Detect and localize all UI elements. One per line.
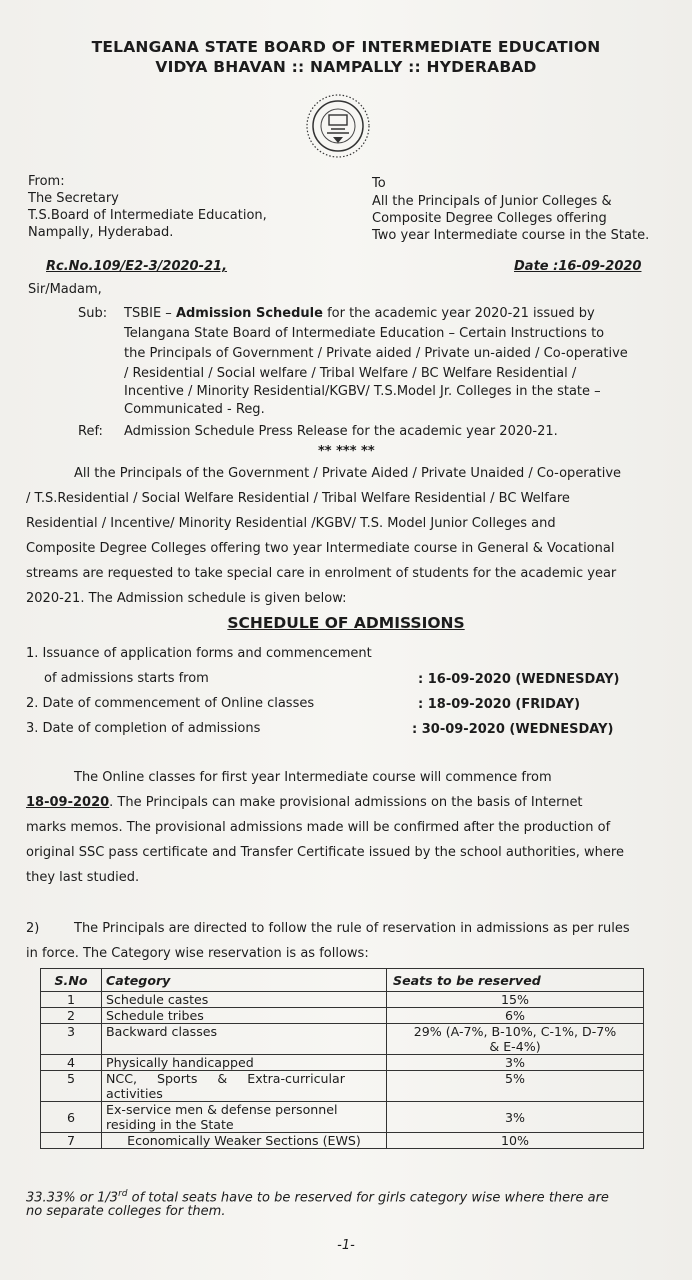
row-category: Ex-service men & defense personnel residing in the State (102, 1102, 387, 1133)
ref-label: Ref: (78, 424, 103, 439)
schedule-item-value: : 16-09-2020 (WEDNESDAY) (418, 672, 620, 687)
table-row (41, 1133, 644, 1149)
table-header-row (41, 969, 644, 992)
to-label: To (372, 176, 386, 191)
from-line: Nampally, Hyderabad. (28, 225, 174, 240)
online-class-date: 18-09-2020 (26, 795, 110, 810)
para1-line: Residential / Incentive/ Minority Residential /KGBV/ T.S. Model Junior Colleges and (26, 516, 556, 531)
row-seats: 29% (A-7%, B-10%, C-1%, D-7% & E-4%) (387, 1024, 644, 1055)
table-row (41, 1024, 644, 1055)
row-seats: 3% (387, 1055, 644, 1071)
table-row (41, 992, 644, 1008)
para3-line: in force. The Category wise reservation is as follows: (26, 946, 369, 961)
table-row (41, 1055, 644, 1071)
schedule-title: SCHEDULE OF ADMISSIONS (227, 614, 465, 632)
from-line: The Secretary (28, 191, 119, 206)
to-line: Composite Degree Colleges offering (372, 211, 607, 226)
row-seats: 5% (387, 1071, 644, 1102)
schedule-item-label: 2. Date of commencement of Online classes (26, 696, 315, 711)
row-category: Backward classes (102, 1024, 387, 1055)
schedule-item-label: 3. Date of completion of admissions (26, 721, 261, 736)
row-seats: 10% (387, 1133, 644, 1149)
schedule-item-value: : 18-09-2020 (FRIDAY) (418, 697, 581, 712)
reference-number: Rc.No.109/E2-3/2020-21, (46, 259, 228, 274)
para2-line: original SSC pass certificate and Transfer Certificate issued by the school authorities, where (26, 845, 624, 860)
board-title: TELANGANA STATE BOARD OF INTERMEDIATE EDUCATION (91, 38, 601, 56)
to-line: Two year Intermediate course in the State. (372, 228, 650, 243)
board-seal-emblem-icon (305, 93, 371, 159)
table-row (41, 1008, 644, 1024)
para1-line: streams are requested to take special care in enrolment of students for the academic year (26, 566, 617, 581)
page-number: -1- (337, 1238, 355, 1253)
header-sno: S.No (41, 969, 102, 992)
separator: ** *** ** (318, 444, 375, 459)
row-category: NCC, Sports & Extra-curricular activities (102, 1071, 387, 1102)
row-seats: 3% (387, 1102, 644, 1133)
subject-line: Communicated - Reg. (124, 402, 265, 417)
header-category: Category (102, 969, 387, 992)
ref-text: Admission Schedule Press Release for the academic year 2020-21. (124, 424, 558, 439)
row-sno: 6 (41, 1102, 102, 1133)
salutation: Sir/Madam, (28, 282, 102, 297)
board-address: VIDYA BHAVAN :: NAMPALLY :: HYDERABAD (155, 58, 537, 76)
header-seats: Seats to be reserved (387, 969, 644, 992)
letter-date: Date :16-09-2020 (514, 259, 642, 274)
table-row (41, 1071, 644, 1102)
para3-line: The Principals are directed to follow the rule of reservation in admissions as per rules (74, 921, 630, 936)
subject-line: / Residential / Social welfare / Tribal Welfare / BC Welfare Residential / (124, 366, 577, 381)
row-category: Schedule castes (102, 992, 387, 1008)
from-line: T.S.Board of Intermediate Education, (28, 208, 267, 223)
schedule-item-label: 1. Issuance of application forms and commencement (26, 646, 372, 661)
para1-line: / T.S.Residential / Social Welfare Residential / Tribal Welfare Residential / BC Welfare (26, 491, 570, 506)
para2-line: they last studied. (26, 870, 140, 885)
para2-line: 18-09-2020. The Principals can make provisional admissions on the basis of Internet (26, 795, 583, 810)
para3-number: 2) (26, 921, 40, 936)
schedule-item-value: : 30-09-2020 (WEDNESDAY) (412, 722, 614, 737)
para1-line: Composite Degree Colleges offering two year Intermediate course in General & Vocational (26, 541, 615, 556)
row-category: Physically handicapped (102, 1055, 387, 1071)
schedule-item-label: of admissions starts from (44, 671, 209, 686)
para2-line: marks memos. The provisional admissions made will be confirmed after the production of (26, 820, 611, 835)
subject-label: Sub: (78, 306, 108, 321)
to-line: All the Principals of Junior Colleges & (372, 194, 612, 209)
subject-bold: Admission Schedule (175, 306, 323, 321)
row-sno: 7 (41, 1133, 102, 1149)
from-label: From: (28, 174, 65, 189)
footnote-line: 33.33% or 1/3rd of total seats have to be reserved for girls category wise where there are (26, 1189, 609, 1206)
row-category: Schedule tribes (102, 1008, 387, 1024)
row-sno: 5 (41, 1071, 102, 1102)
table-row (41, 1102, 644, 1133)
footnote-line: no separate colleges for them. (26, 1204, 226, 1219)
row-sno: 1 (41, 992, 102, 1008)
row-sno: 2 (41, 1008, 102, 1024)
row-seats: 6% (387, 1008, 644, 1024)
subject-line: TSBIE – Admission Schedule for the academic year 2020-21 issued by (124, 306, 595, 321)
reservation-table (40, 968, 644, 1149)
para1-line: 2020-21. The Admission schedule is given below: (26, 591, 347, 606)
row-sno: 3 (41, 1024, 102, 1055)
subject-line: the Principals of Government / Private aided / Private un-aided / Co-operative (124, 346, 628, 361)
row-category: Economically Weaker Sections (EWS) (102, 1133, 387, 1149)
row-seats: 15% (387, 992, 644, 1008)
para1-line: All the Principals of the Government / Private Aided / Private Unaided / Co-operative (74, 466, 622, 481)
subject-line: Telangana State Board of Intermediate Education – Certain Instructions to (124, 326, 605, 341)
para2-line: The Online classes for first year Intermediate course will commence from (74, 770, 552, 785)
row-sno: 4 (41, 1055, 102, 1071)
subject-line: Incentive / Minority Residential/KGBV/ T.S.Model Jr. Colleges in the state – (124, 384, 601, 399)
